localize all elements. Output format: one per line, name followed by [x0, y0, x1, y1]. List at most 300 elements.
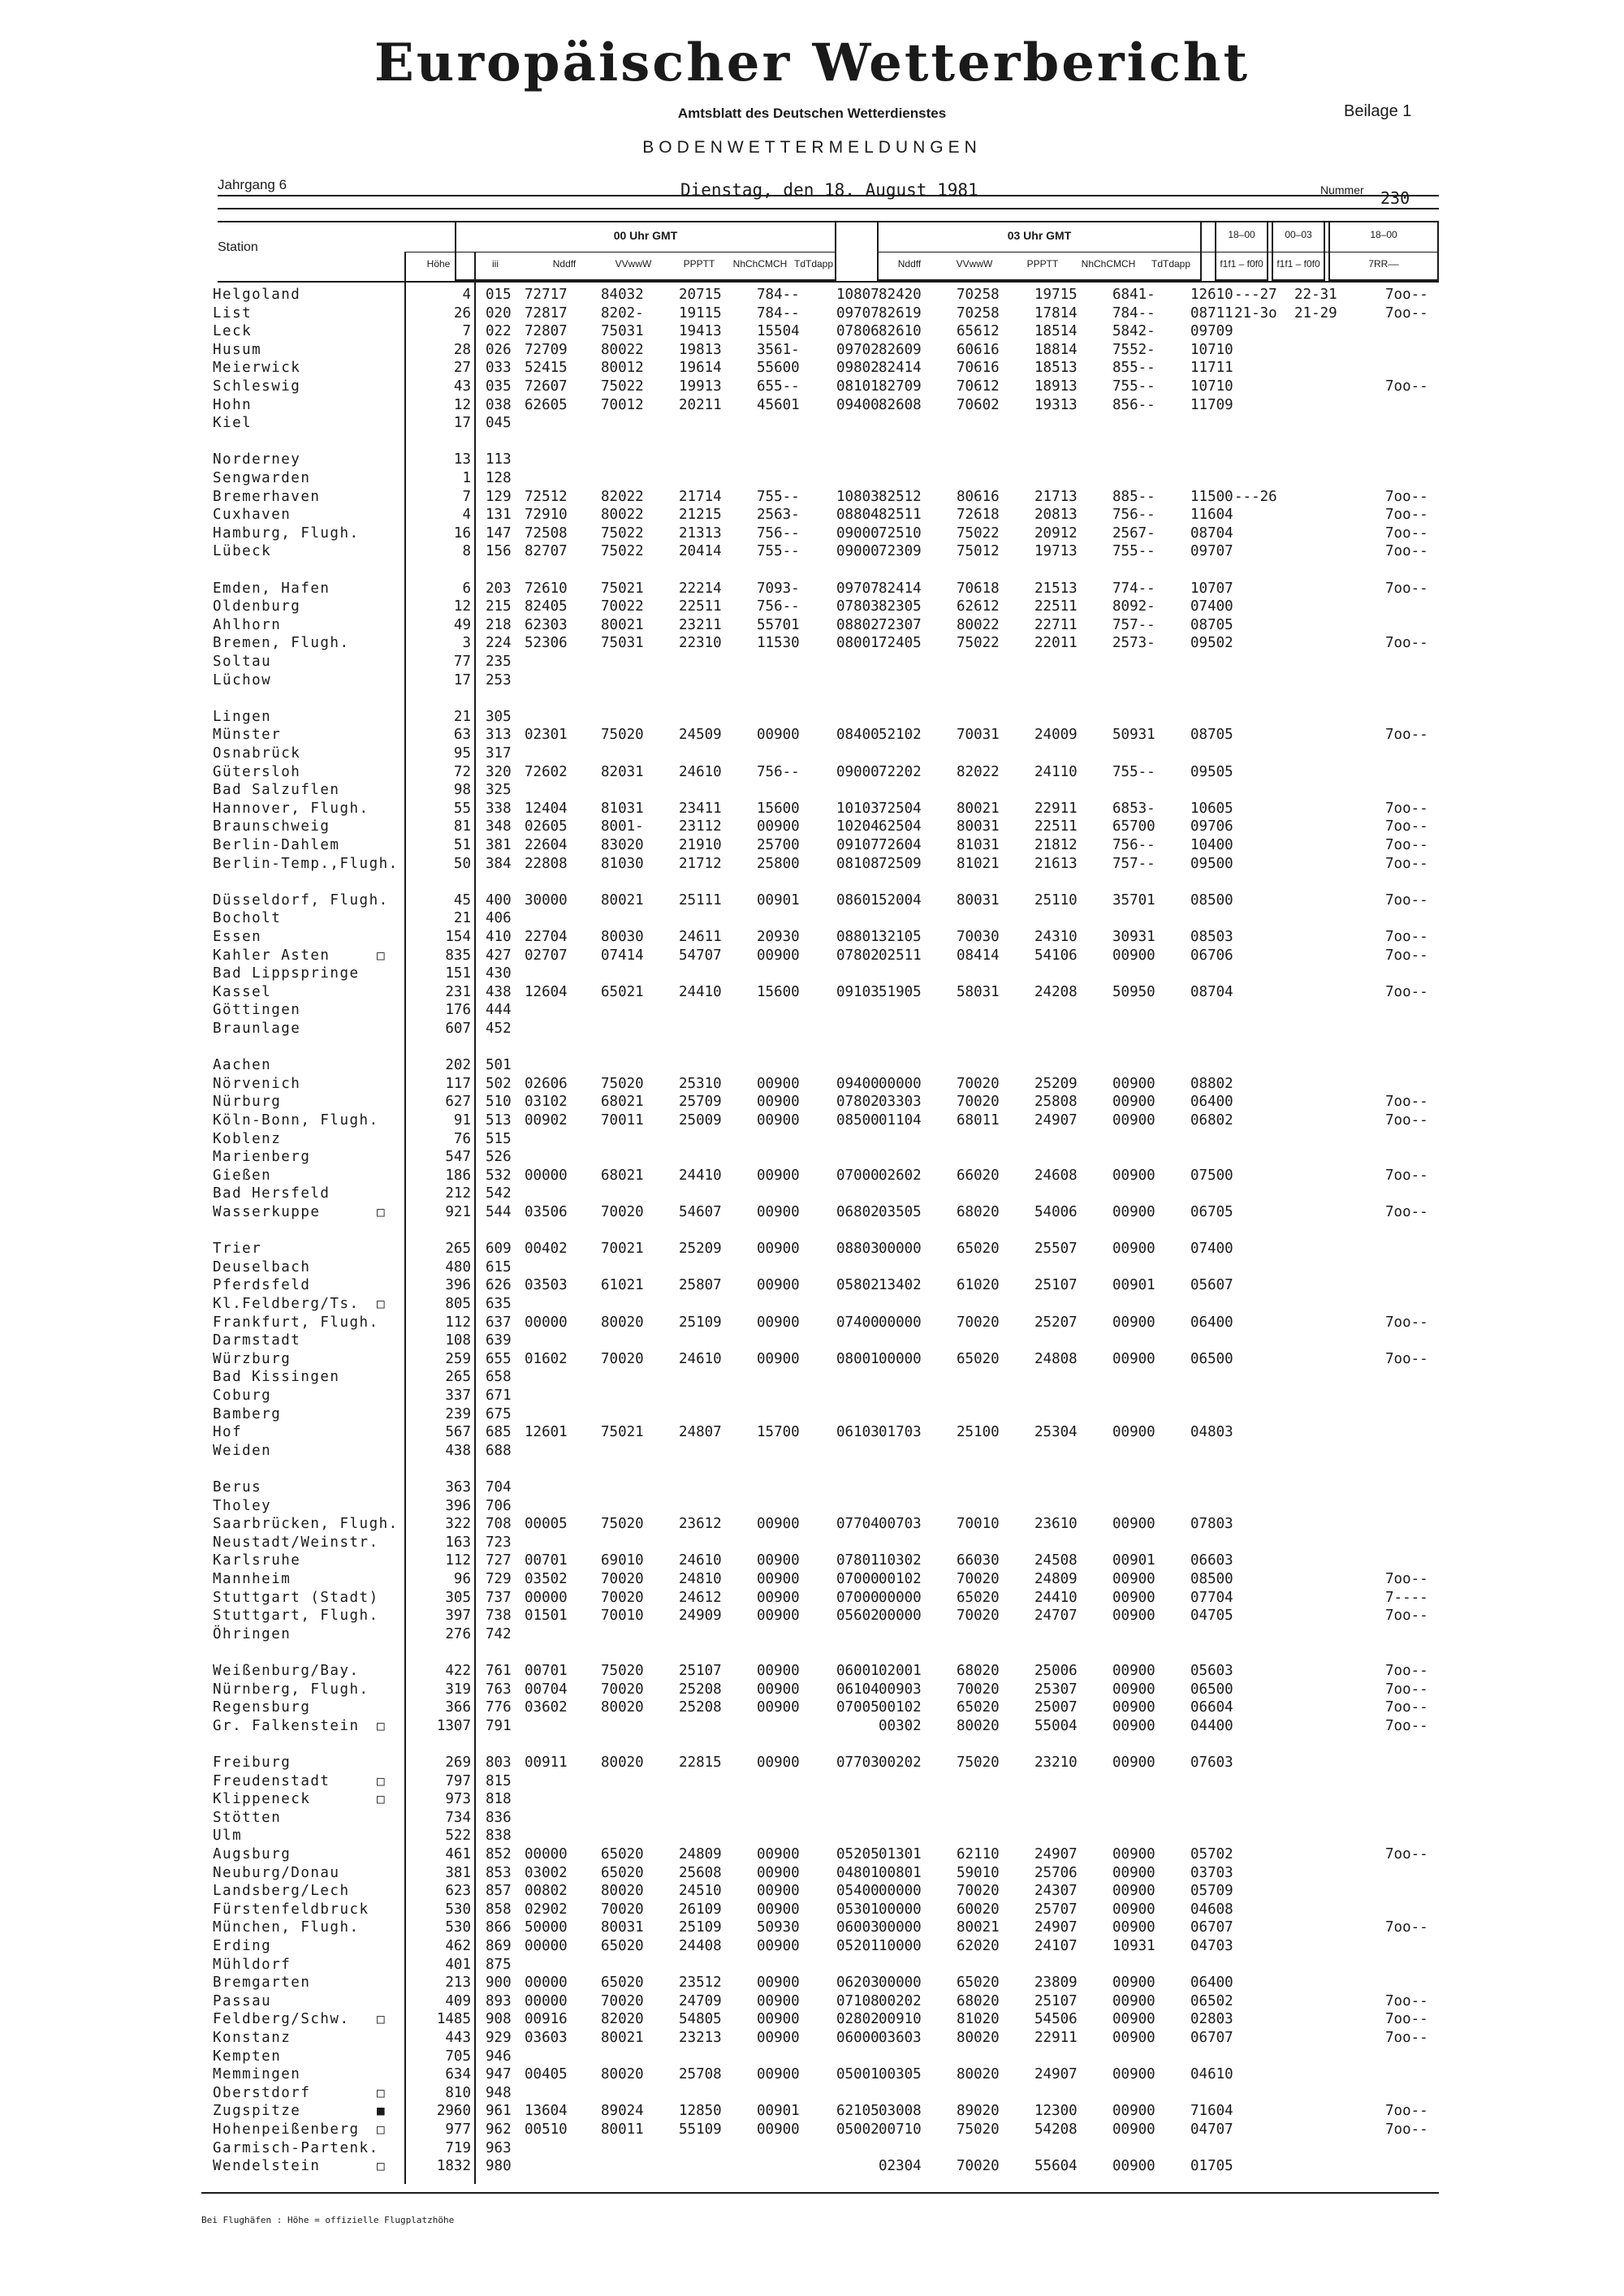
- cell-g: 70020: [957, 1314, 1000, 1331]
- cell-hoehe: 27: [453, 360, 471, 377]
- cell-a: 72610: [525, 580, 568, 597]
- cell-f: 00302: [879, 1717, 922, 1734]
- cell-i: 00900: [1112, 1094, 1155, 1111]
- cell-g: 70616: [957, 360, 1000, 377]
- cell-f: 82512: [879, 488, 922, 505]
- table-row: [0, 653, 1624, 671]
- table-row: [0, 378, 1624, 395]
- cell-e: 06203: [836, 1974, 879, 1992]
- table-row: [0, 1534, 1624, 1552]
- cell-m: 7oo--: [1385, 524, 1428, 542]
- header-bottom-rule: [218, 281, 1439, 283]
- cell-g: 75020: [957, 1754, 1000, 1771]
- cell-j: 09709: [1190, 323, 1233, 340]
- cell-name: Stötten: [213, 1809, 282, 1826]
- cell-d: 00900: [757, 1277, 800, 1294]
- cell-b: 70020: [601, 1901, 644, 1918]
- cell-m: 7oo--: [1385, 304, 1428, 322]
- cell-a: 72817: [525, 304, 568, 322]
- cell-b: 80011: [601, 2121, 644, 2138]
- cell-iii: 704: [486, 1479, 512, 1495]
- cell-f: 52004: [879, 891, 922, 908]
- cell-h: 25110: [1034, 891, 1078, 908]
- table-row: [0, 1864, 1624, 1882]
- cell-f: 00703: [879, 1516, 922, 1533]
- cell-h: 24907: [1034, 1919, 1078, 1936]
- cell-hoehe: 21: [453, 910, 471, 927]
- cell-a: 01501: [525, 1608, 568, 1625]
- cell-i: 755--: [1112, 378, 1155, 395]
- cell-name: Hohn: [213, 396, 253, 413]
- table-row: [0, 1203, 1624, 1221]
- cell-iii: 609: [486, 1241, 512, 1258]
- cell-a: 00701: [525, 1552, 568, 1569]
- cell-iii: 963: [486, 2139, 512, 2156]
- cell-name: Frankfurt, Flugh.: [213, 1314, 379, 1331]
- cell-h: 25007: [1034, 1699, 1078, 1716]
- cell-h: 22911: [1034, 800, 1078, 817]
- cell-a: 00000: [525, 1167, 568, 1184]
- cell-e: 09000: [836, 763, 879, 780]
- cell-h: 25707: [1034, 1901, 1078, 1918]
- cell-g: 65020: [957, 1974, 1000, 1992]
- cell-e: 10204: [836, 818, 879, 835]
- cell-c: 54707: [679, 947, 722, 964]
- cell-j: 10707: [1190, 580, 1233, 597]
- cell-name: Koblenz: [213, 1130, 282, 1147]
- cell-b: 75020: [601, 1663, 644, 1679]
- cell-iii: 738: [486, 1608, 512, 1625]
- table-row: [0, 1589, 1624, 1607]
- cell-b: 80020: [601, 2066, 644, 2083]
- cell-h: 24907: [1034, 1846, 1078, 1862]
- cell-name: Essen: [213, 929, 262, 945]
- table-row: [0, 671, 1624, 689]
- cell-i: 2573-: [1112, 635, 1155, 652]
- cell-g: 89020: [957, 2103, 1000, 2120]
- cell-j: 09502: [1190, 635, 1233, 652]
- cell-i: 30931: [1112, 929, 1155, 945]
- cell-iii: 501: [486, 1057, 512, 1074]
- cell-iii: 438: [486, 983, 512, 1000]
- cell-j: 05709: [1190, 1883, 1233, 1900]
- cell-j: 08500: [1190, 891, 1233, 908]
- cell-iii: 113: [486, 451, 512, 468]
- cell-iii: 763: [486, 1681, 512, 1698]
- cell-h: 25006: [1034, 1663, 1078, 1679]
- col03-ppptt: PPPTT: [1026, 258, 1059, 270]
- cell-b: 70012: [601, 396, 644, 413]
- cell-m: 7oo--: [1385, 2030, 1428, 2046]
- cell-e: 10103: [836, 800, 879, 817]
- cell-f: 72504: [879, 800, 922, 817]
- cell-d: 55600: [757, 360, 800, 377]
- cell-c: 24410: [679, 1167, 722, 1184]
- cell-name: Karlsruhe: [213, 1552, 301, 1569]
- cell-d: 00900: [757, 1608, 800, 1625]
- cell-iii: 035: [486, 378, 512, 395]
- cell-f: 00202: [879, 1754, 922, 1771]
- cell-hoehe: 4: [462, 287, 471, 303]
- cell-i: 5842-: [1112, 323, 1155, 340]
- cell-hoehe: 366: [445, 1699, 471, 1716]
- cell-g: 72618: [957, 507, 1000, 524]
- cell-d: 00900: [757, 1699, 800, 1716]
- cell-e: 07802: [836, 947, 879, 964]
- cell-name: Braunschweig: [213, 818, 330, 835]
- cell-iii: 384: [486, 855, 512, 872]
- cell-iii: 452: [486, 1021, 512, 1037]
- cell-hoehe: 627: [445, 1094, 471, 1111]
- cell-i: 00900: [1112, 1112, 1155, 1129]
- issue-bottom-rule: [218, 208, 1439, 209]
- cell-h: 19715: [1034, 287, 1078, 303]
- cell-j: 07704: [1190, 1589, 1233, 1606]
- cell-b: 80021: [601, 2030, 644, 2046]
- cell-j: 12610: [1190, 287, 1233, 303]
- cell-name: Bad Hersfeld: [213, 1185, 330, 1202]
- cell-b: 82022: [601, 488, 644, 505]
- cell-c: 23411: [679, 800, 722, 817]
- cell-iii: 317: [486, 745, 512, 762]
- cell-iii: 929: [486, 2030, 512, 2046]
- cell-b: 75031: [601, 635, 644, 652]
- cell-f: 01703: [879, 1424, 922, 1441]
- cell-j: 06400: [1190, 1314, 1233, 1331]
- cell-iii: 427: [486, 947, 512, 964]
- cell-f: 72307: [879, 616, 922, 633]
- cell-a: 03602: [525, 1699, 568, 1716]
- cell-name: Landsberg/Lech: [213, 1883, 350, 1900]
- table-row: [0, 818, 1624, 835]
- cell-iii: 708: [486, 1516, 512, 1533]
- cell-name: Regensburg: [213, 1699, 311, 1716]
- cell-f: 10302: [879, 1552, 922, 1569]
- cell-j: 07400: [1190, 598, 1233, 615]
- cell-a: 00000: [525, 1314, 568, 1331]
- cell-g: 75020: [957, 2121, 1000, 2138]
- cell-hoehe: 17: [453, 415, 471, 432]
- cell-i: 755--: [1112, 543, 1155, 560]
- table-row: [0, 524, 1624, 542]
- cell-b: 83020: [601, 837, 644, 853]
- cell-h: 21812: [1034, 837, 1078, 853]
- cell-i: 757--: [1112, 616, 1155, 633]
- cell-hoehe: 530: [445, 1919, 471, 1936]
- cell-name: Helgoland: [213, 287, 301, 303]
- table-row: [0, 708, 1624, 726]
- cell-d: 45601: [757, 396, 800, 413]
- table-row: [0, 1625, 1624, 1643]
- table-row: [0, 781, 1624, 799]
- table-row: [0, 1937, 1624, 1955]
- cell-d: 00900: [757, 1571, 800, 1587]
- cell-c: 25708: [679, 2066, 722, 2083]
- cell-d: 15600: [757, 800, 800, 817]
- cell-e: 07000: [836, 1167, 879, 1184]
- cell-i: 856--: [1112, 396, 1155, 413]
- cell-f: 03008: [879, 2103, 922, 2120]
- cell-iii: 639: [486, 1332, 512, 1349]
- cell-iii: 818: [486, 1791, 512, 1808]
- cell-iii: 515: [486, 1130, 512, 1147]
- cell-name: Husum: [213, 341, 262, 358]
- cell-f: 02602: [879, 1167, 922, 1184]
- jahrgang: Jahrgang 6: [218, 177, 287, 192]
- cell-b: 80022: [601, 341, 644, 358]
- cell-m: 7oo--: [1385, 2103, 1428, 2120]
- cell-m: 7oo--: [1385, 947, 1428, 964]
- cell-f: 72309: [879, 543, 922, 560]
- cell-h: 25107: [1034, 1992, 1078, 2009]
- cell-e: 08803: [836, 1241, 879, 1258]
- cell-i: 00900: [1112, 1681, 1155, 1698]
- cell-g: 62020: [957, 1938, 1000, 1954]
- cell-g: 65612: [957, 323, 1000, 340]
- footnote: Bei Flughäfen : Höhe = offizielle Flugplatzhöhe: [201, 2215, 455, 2225]
- cell-d: 00900: [757, 1974, 800, 1992]
- cell-iii: 147: [486, 524, 512, 542]
- cell-h: 24310: [1034, 929, 1078, 945]
- cell-a: 82405: [525, 598, 568, 615]
- cell-j: 04610: [1190, 2066, 1233, 2083]
- cell-box: □: [377, 1204, 385, 1219]
- cell-g: 58031: [957, 983, 1000, 1000]
- cell-f: 72510: [879, 524, 922, 542]
- table-row: [0, 469, 1624, 487]
- cell-j: 06802: [1190, 1112, 1233, 1129]
- cell-c: 19413: [679, 323, 722, 340]
- cell-iii: 430: [486, 965, 512, 982]
- cell-i: 00900: [1112, 2103, 1155, 2120]
- cell-a: 03502: [525, 1571, 568, 1587]
- cell-j: 09505: [1190, 763, 1233, 780]
- cell-h: 19313: [1034, 396, 1078, 413]
- cell-i: 00900: [1112, 1241, 1155, 1258]
- col03-vvwww: VVwwW: [956, 258, 993, 270]
- cell-h: 54506: [1034, 2011, 1078, 2028]
- cell-e: 09103: [836, 983, 879, 1000]
- cell-g: 65020: [957, 1589, 1000, 1606]
- cell-d: 00900: [757, 1314, 800, 1331]
- cell-m: 7oo--: [1385, 2011, 1428, 2028]
- col00-vvwww: VVwwW: [615, 258, 652, 270]
- cell-i: 65700: [1112, 818, 1155, 835]
- cell-box: □: [377, 2084, 385, 2100]
- cell-d: 756--: [757, 524, 800, 542]
- cell-i: 00900: [1112, 947, 1155, 964]
- table-row: [0, 359, 1624, 377]
- cell-iii: 128: [486, 470, 512, 486]
- cell-j: 02803: [1190, 2011, 1233, 2028]
- cell-b: 70021: [601, 1241, 644, 1258]
- cell-d: 00900: [757, 1094, 800, 1111]
- table-row: [0, 1790, 1624, 1808]
- cell-j: 09707: [1190, 543, 1233, 560]
- cell-c: 24610: [679, 1552, 722, 1569]
- cell-h: 23610: [1034, 1516, 1078, 1533]
- cell-hoehe: 7: [462, 488, 471, 505]
- cell-hoehe: 461: [445, 1846, 471, 1862]
- cell-g: 60020: [957, 1901, 1000, 1918]
- cell-name: Nörvenich: [213, 1075, 301, 1092]
- cell-i: 00900: [1112, 1846, 1155, 1862]
- cell-a: 00510: [525, 2121, 568, 2138]
- cell-g: 81031: [957, 837, 1000, 853]
- cell-b: 80020: [601, 1699, 644, 1716]
- cell-a: 00000: [525, 1846, 568, 1862]
- table-row: [0, 1681, 1624, 1698]
- cell-name: Weißenburg/Bay.: [213, 1663, 360, 1679]
- cell-g: 80020: [957, 1717, 1000, 1734]
- cell-j: 11604: [1190, 507, 1233, 524]
- table-row: [0, 1056, 1624, 1074]
- cell-hoehe: 95: [453, 745, 471, 762]
- cell-d: 15600: [757, 983, 800, 1000]
- table-row: [0, 2010, 1624, 2028]
- cell-g: 80031: [957, 818, 1000, 835]
- cell-hoehe: 623: [445, 1883, 471, 1900]
- cell-iii: 406: [486, 910, 512, 927]
- cell-e: 07704: [836, 1516, 879, 1533]
- cell-name: Pferdsfeld: [213, 1277, 311, 1294]
- cell-l: 22-31: [1294, 287, 1337, 303]
- cell-c: 21910: [679, 837, 722, 853]
- cell-g: 80021: [957, 1919, 1000, 1936]
- issue-date: Dienstag, den 18. August 1981: [680, 180, 978, 200]
- cell-d: 00900: [757, 1901, 800, 1918]
- cell-hoehe: 397: [445, 1608, 471, 1625]
- cell-iii: 838: [486, 1828, 512, 1845]
- cell-name: Freiburg: [213, 1754, 292, 1771]
- cell-i: 50950: [1112, 983, 1155, 1000]
- cell-i: 00900: [1112, 1717, 1155, 1734]
- cell-b: 75031: [601, 323, 644, 340]
- cell-c: 20414: [679, 543, 722, 560]
- cell-h: 24410: [1034, 1589, 1078, 1606]
- cell-name: Mühldorf: [213, 1956, 292, 1973]
- cell-name: Klippeneck: [213, 1791, 311, 1808]
- cell-iii: 836: [486, 1809, 512, 1826]
- cell-e: 02802: [836, 2011, 879, 2028]
- cell-i: 00900: [1112, 2011, 1155, 2028]
- cell-e: 05205: [836, 1846, 879, 1862]
- cell-e: 05201: [836, 1938, 879, 1954]
- cell-i: 756--: [1112, 837, 1155, 853]
- cell-b: 75020: [601, 1075, 644, 1092]
- cell-g: 68020: [957, 1663, 1000, 1679]
- cell-c: 25208: [679, 1699, 722, 1716]
- cell-g: 68020: [957, 1992, 1000, 2009]
- r2-label: 00–03: [1285, 229, 1312, 240]
- cell-e: 07806: [836, 323, 879, 340]
- cell-b: 70020: [601, 1204, 644, 1220]
- cell-f: 32105: [879, 929, 922, 945]
- cell-f: 13402: [879, 1277, 922, 1294]
- cell-iii: 761: [486, 1663, 512, 1679]
- r2-sub: f1f1 – f0f0: [1276, 258, 1320, 270]
- cell-name: Berlin-Dahlem: [213, 837, 340, 853]
- table-row: [0, 1827, 1624, 1845]
- cell-d: 00900: [757, 1075, 800, 1092]
- cell-f: 00102: [879, 1571, 922, 1587]
- cell-f: 72509: [879, 855, 922, 872]
- cell-iii: 858: [486, 1901, 512, 1918]
- cell-f: 03505: [879, 1204, 922, 1220]
- nummer-value: 230: [1380, 188, 1410, 208]
- cell-e: 06103: [836, 1424, 879, 1441]
- cell-c: 25109: [679, 1919, 722, 1936]
- cell-h: 24809: [1034, 1571, 1078, 1587]
- cell-e: 05001: [836, 2066, 879, 2083]
- cell-j: 04803: [1190, 1424, 1233, 1441]
- cell-c: 22310: [679, 635, 722, 652]
- cell-j: 08500: [1190, 1571, 1233, 1587]
- cell-iii: 961: [486, 2103, 512, 2120]
- cell-a: 30000: [525, 891, 568, 908]
- cell-e: 07801: [836, 1552, 879, 1569]
- cell-name: Hof: [213, 1424, 243, 1441]
- cell-hoehe: 28: [453, 341, 471, 358]
- col00-nddff: Nddff: [552, 258, 577, 270]
- cell-e: 06104: [836, 1681, 879, 1698]
- cell-g: 70010: [957, 1516, 1000, 1533]
- cell-c: 25709: [679, 1094, 722, 1111]
- cell-iii: 685: [486, 1424, 512, 1441]
- cell-h: 24907: [1034, 2066, 1078, 2083]
- cell-a: 00000: [525, 1589, 568, 1606]
- cell-j: 08705: [1190, 616, 1233, 633]
- table-row: [0, 1698, 1624, 1716]
- table-row: [0, 1405, 1624, 1423]
- cell-hoehe: 112: [445, 1552, 471, 1569]
- cell-d: 00900: [757, 1754, 800, 1771]
- cell-d: 00900: [757, 1883, 800, 1900]
- cell-name: List: [213, 304, 253, 322]
- cell-i: 00900: [1112, 1992, 1155, 2009]
- cell-j: 04703: [1190, 1938, 1233, 1954]
- cell-c: 24612: [679, 1589, 722, 1606]
- cell-c: 25608: [679, 1864, 722, 1881]
- cell-d: 00900: [757, 1663, 800, 1679]
- cell-iii: 948: [486, 2084, 512, 2101]
- cell-iii: 218: [486, 616, 512, 633]
- cell-m: 7oo--: [1385, 1681, 1428, 1698]
- cell-name: Neustadt/Weinstr.: [213, 1534, 379, 1551]
- table-row: [0, 1717, 1624, 1735]
- cell-c: 25209: [679, 1241, 722, 1258]
- cell-name: Bremen, Flugh.: [213, 635, 350, 652]
- cell-hoehe: 55: [453, 800, 471, 817]
- table-row: [0, 1882, 1624, 1900]
- cell-m: 7----: [1385, 1589, 1428, 1606]
- table-row: [0, 1276, 1624, 1294]
- table-row: [0, 1020, 1624, 1038]
- table-row: [0, 396, 1624, 414]
- cell-c: 24509: [679, 727, 722, 744]
- cell-j: 05702: [1190, 1846, 1233, 1862]
- cell-hoehe: 462: [445, 1938, 471, 1954]
- cell-hoehe: 45: [453, 891, 471, 908]
- col00-tdtdapp: TdTdapp: [793, 258, 834, 270]
- cell-e: 08601: [836, 891, 879, 908]
- cell-m: 7oo--: [1385, 818, 1428, 835]
- cell-g: 75022: [957, 635, 1000, 652]
- group-00-label: 00 Uhr GMT: [613, 229, 678, 242]
- nummer-label: Nummer: [1320, 183, 1364, 196]
- cell-a: 72709: [525, 341, 568, 358]
- cell-hoehe: 239: [445, 1405, 471, 1422]
